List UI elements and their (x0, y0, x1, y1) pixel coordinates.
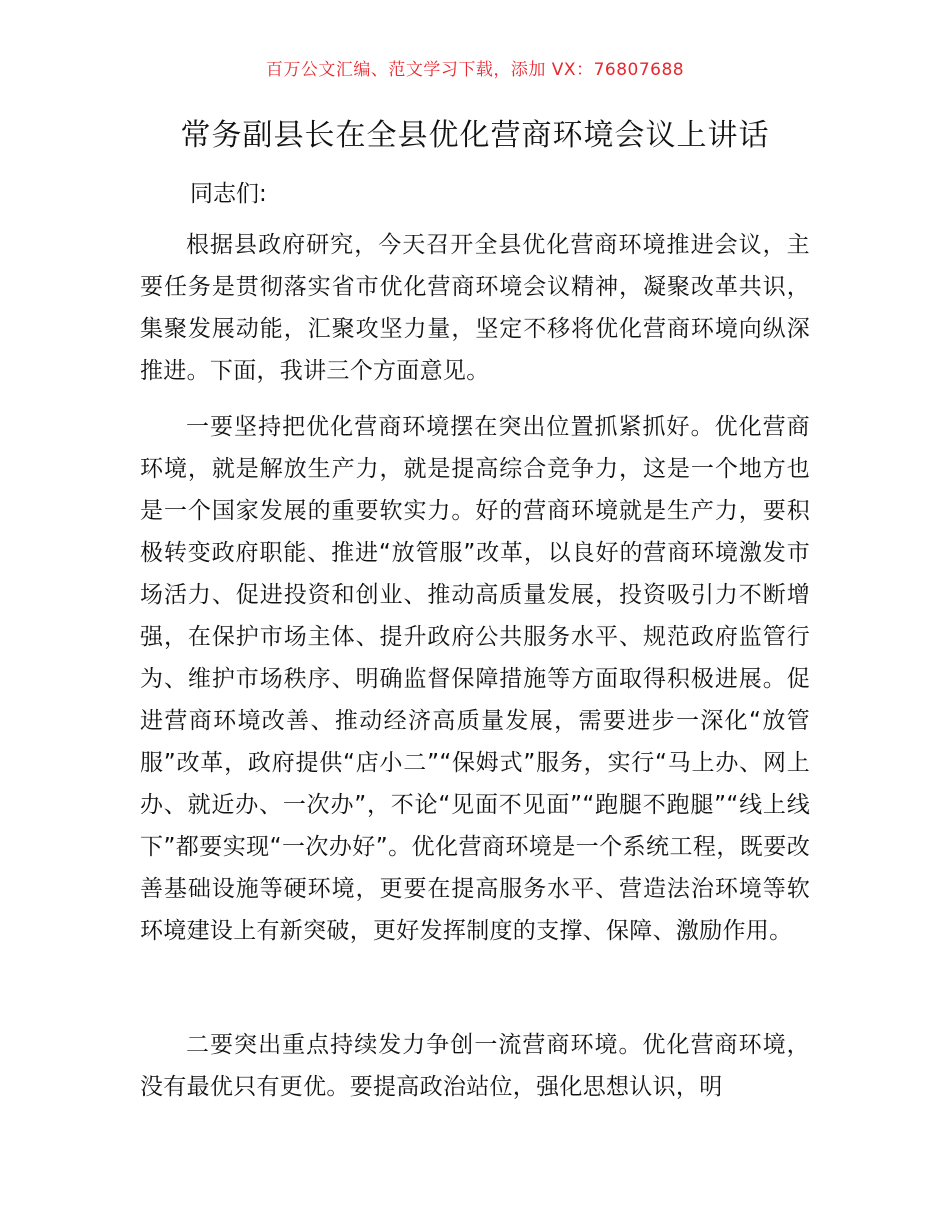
paragraph-intro: 根据县政府研究，今天召开全县优化营商环境推进会议，主要任务是贯彻落实省市优化营商环境会议精神，凝聚改革共识，集聚发展动能，汇聚攻坚力量，坚定不移将优化营商环境向纵深推进。下面，我讲三个方面意见。 (140, 232, 810, 384)
document-title: 常务副县长在全县优化营商环境会议上讲话 (180, 118, 770, 153)
header-watermark-note: 百万公文汇编、范文学习下载，添加 VX：76807688 (265, 60, 685, 80)
salutation: 同志们: (190, 181, 267, 207)
paragraph-point-one: 一要坚持把优化营商环境摆在突出位置抓紧抓好。优化营商环境，就是解放生产力，就是提高综合竞争力，这是一个地方也是一个国家发展的重要软实力。好的营商环境就是生产力，要积极转变政府职能、推进“放管服”改革，以良好的营商环境激发市场活力、促进投资和创业、推动高质量发展，投资吸引力不断增强，在保护市场主体、提升政府公共服务水平、规范政府监管行为、维护市场秩序、明确监督保障措施等方面取得积极进展。促进营商环境改善、推动经济高质量发展，需要进步一深化“放管服”改革，政府提供“店小二”“保姆式”服务，实行“马上办、网上办、就近办、一次办”，不论“见面不见面”“跑腿不跑腿”“线上线下”都要实现“一次办好”。优化营商环境是一个系统工程，既要改善基础设施等硬环境，更要在提高服务水平、营造法治环境等软环境建设上有新突破，更好发挥制度的支撑、保障、激励作用。 (140, 414, 810, 944)
paragraph-point-two: 二要突出重点持续发力争创一流营商环境。优化营商环境，没有最优只有更优。要提高政治站位，强化思想认识，明 (140, 1032, 810, 1100)
